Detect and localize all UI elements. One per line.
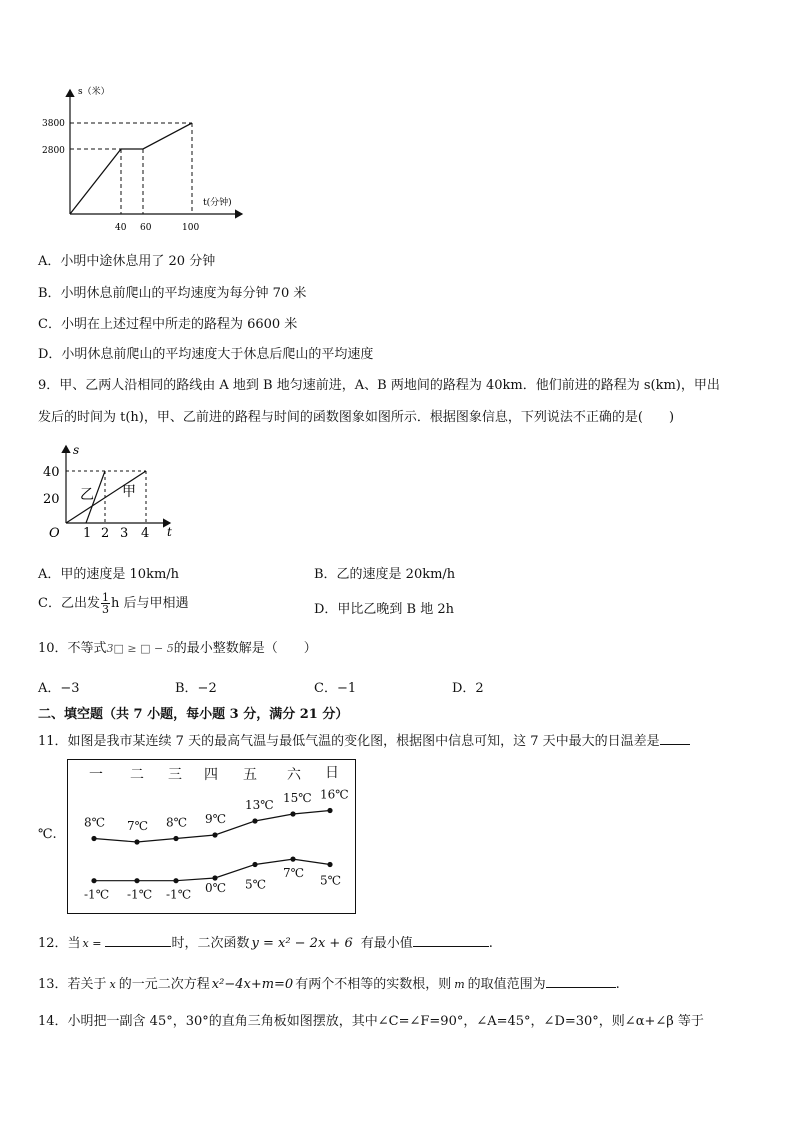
q12-mid: 时，二次函数: [171, 936, 250, 951]
low-temp-label: -1℃: [166, 887, 192, 902]
x-tick-3: 3: [120, 526, 129, 541]
q9-stem-line1: 9．甲、乙两人沿相同的路线由 A 地到 B 地匀速前进，A、B 两地间的路程为 40km．他们前进的路程为 s(km)，甲出: [38, 378, 720, 393]
q10-option-d: D．2: [452, 681, 484, 696]
y-tick-40: 40: [43, 465, 60, 480]
low-temp-label: -1℃: [84, 887, 110, 902]
q12-period: .: [488, 936, 493, 951]
q8-option-c: C．小明在上述过程中所走的路程为 6600 米: [38, 317, 298, 332]
q12-pre: 12．当: [38, 936, 81, 951]
high-temp-point: [290, 811, 295, 816]
low-temp-label: 7℃: [283, 866, 305, 881]
low-temp-label: 5℃: [320, 873, 342, 888]
high-temp-point: [173, 836, 178, 841]
high-temp-point: [134, 839, 139, 844]
y-axis-label: s（米）: [78, 87, 110, 97]
s-axis-label: s: [73, 443, 80, 457]
q13-var-x: x: [109, 978, 116, 991]
x-tick-2: 2: [101, 526, 110, 541]
low-temp-label: 5℃: [245, 877, 267, 892]
q8-option-b: B．小明休息前爬山的平均速度为每分钟 70 米: [38, 286, 307, 301]
high-temp-point: [327, 808, 332, 813]
q8-option-d: D．小明休息前爬山的平均速度大于休息后爬山的平均速度: [38, 347, 374, 362]
q12-var-x: x =: [82, 937, 102, 950]
day-label-thu: 四: [204, 767, 218, 783]
q13-var-m: m: [454, 978, 465, 991]
q13-post: 的取值范围为: [467, 977, 546, 992]
q9-stem-line2: 发后的时间为 t(h)，甲、乙前进的路程与时间的函数图象如图所示．根据图象信息，下列说法不正确的是( ): [38, 410, 675, 425]
high-temp-label: 8℃: [166, 815, 188, 830]
fraction-numerator: 1: [101, 591, 109, 604]
q9-option-d: D．甲比乙晚到 B 地 2h: [314, 602, 455, 617]
q14-stem: 14．小明把一副含 45°，30°的直角三角板如图摆放，其中∠C=∠F=90°，∠A=45°，∠D=30°，则∠α+∠β 等于: [38, 1014, 704, 1029]
low-temp-point: [290, 857, 295, 862]
q10-option-b: B．−2: [175, 681, 217, 696]
y-tick-3800: 3800: [42, 119, 65, 129]
high-temp-label: 8℃: [84, 815, 106, 830]
q13-stem: [38, 973, 620, 992]
q9-option-b: B．乙的速度是 20km/h: [314, 567, 456, 582]
q12-function: y = x² − 2x + 6: [251, 936, 353, 951]
high-temp-label: 13℃: [245, 798, 274, 812]
q13-answer-blank[interactable]: [546, 975, 616, 988]
x-tick-40: 40: [115, 223, 127, 233]
q13-mid2: 有两个不相等的实数根，则: [295, 977, 452, 992]
x-tick-4: 4: [141, 526, 150, 541]
day-label-tue: 二: [130, 767, 144, 783]
q9-option-c-pre: C．乙出发: [38, 596, 100, 611]
label-yi: 乙: [80, 487, 94, 503]
q10-stem-pre: 10．不等式: [38, 641, 107, 656]
q8-option-a: A．小明中途休息用了 20 分钟: [38, 254, 216, 269]
y-tick-20: 20: [43, 492, 60, 507]
q9-option-c-post: h 后与甲相遇: [110, 596, 189, 611]
q13-mid1: 的一元二次方程: [118, 977, 210, 992]
section-heading-fill-in: 二、填空题（共 7 小题，每小题 3 分，满分 21 分）: [38, 707, 349, 722]
low-temp-point: [327, 862, 332, 867]
high-temp-label: 9℃: [205, 812, 227, 826]
low-temp-point: [134, 878, 139, 883]
q12-blank-x[interactable]: [105, 934, 171, 947]
low-temp-label: -1℃: [127, 887, 153, 902]
y-tick-2800: 2800: [42, 146, 65, 156]
day-label-sun: 日: [325, 765, 339, 781]
low-temp-point: [212, 875, 217, 880]
day-label-sat: 六: [287, 767, 301, 783]
q9-option-a: A．甲的速度是 10km/h: [38, 567, 180, 582]
q13-pre: 13．若关于: [38, 977, 107, 992]
q10-inequality: 3□ ≥ □ − 5: [106, 642, 174, 655]
fraction-denominator: 3: [101, 603, 109, 616]
low-temp-point: [173, 878, 178, 883]
high-temp-label: 15℃: [283, 791, 312, 805]
high-temp-point: [212, 832, 217, 837]
q13-equation: x²−4x+m=0: [211, 977, 294, 992]
q12-post: 有最小值: [360, 936, 413, 951]
high-temp-point: [252, 818, 257, 823]
q11-unit-label: ℃.: [38, 827, 57, 842]
low-temp-label: 0℃: [205, 881, 227, 895]
t-axis-label: t: [167, 525, 172, 539]
low-temp-point: [91, 878, 96, 883]
q10-stem-post: 的最小整数解是（ ）: [173, 641, 317, 656]
day-label-fri: 五: [243, 767, 257, 783]
x-tick-100: 100: [182, 223, 200, 233]
x-tick-60: 60: [140, 223, 152, 233]
day-label-wed: 三: [168, 767, 182, 783]
high-temp-point: [91, 836, 96, 841]
q12-stem: [38, 932, 493, 951]
q10-option-a: A．−3: [38, 681, 80, 696]
origin-label: O: [49, 526, 60, 541]
low-temp-point: [252, 862, 257, 867]
q10-option-c: C．−1: [314, 681, 357, 696]
day-label-mon: 一: [89, 767, 103, 783]
high-temp-label: 16℃: [320, 787, 349, 802]
q11-stem-text: 11．如图是我市某连续 7 天的最高气温与最低气温的变化图，根据图中信息可知，这 7 天中最大的日温差是: [38, 734, 660, 749]
x-tick-1: 1: [83, 526, 92, 541]
q12-blank-min[interactable]: [413, 934, 489, 947]
label-jia: 甲: [122, 484, 136, 500]
high-temp-label: 7℃: [127, 819, 149, 833]
q13-period: .: [615, 977, 620, 992]
x-axis-label: t(分钟): [203, 198, 232, 208]
